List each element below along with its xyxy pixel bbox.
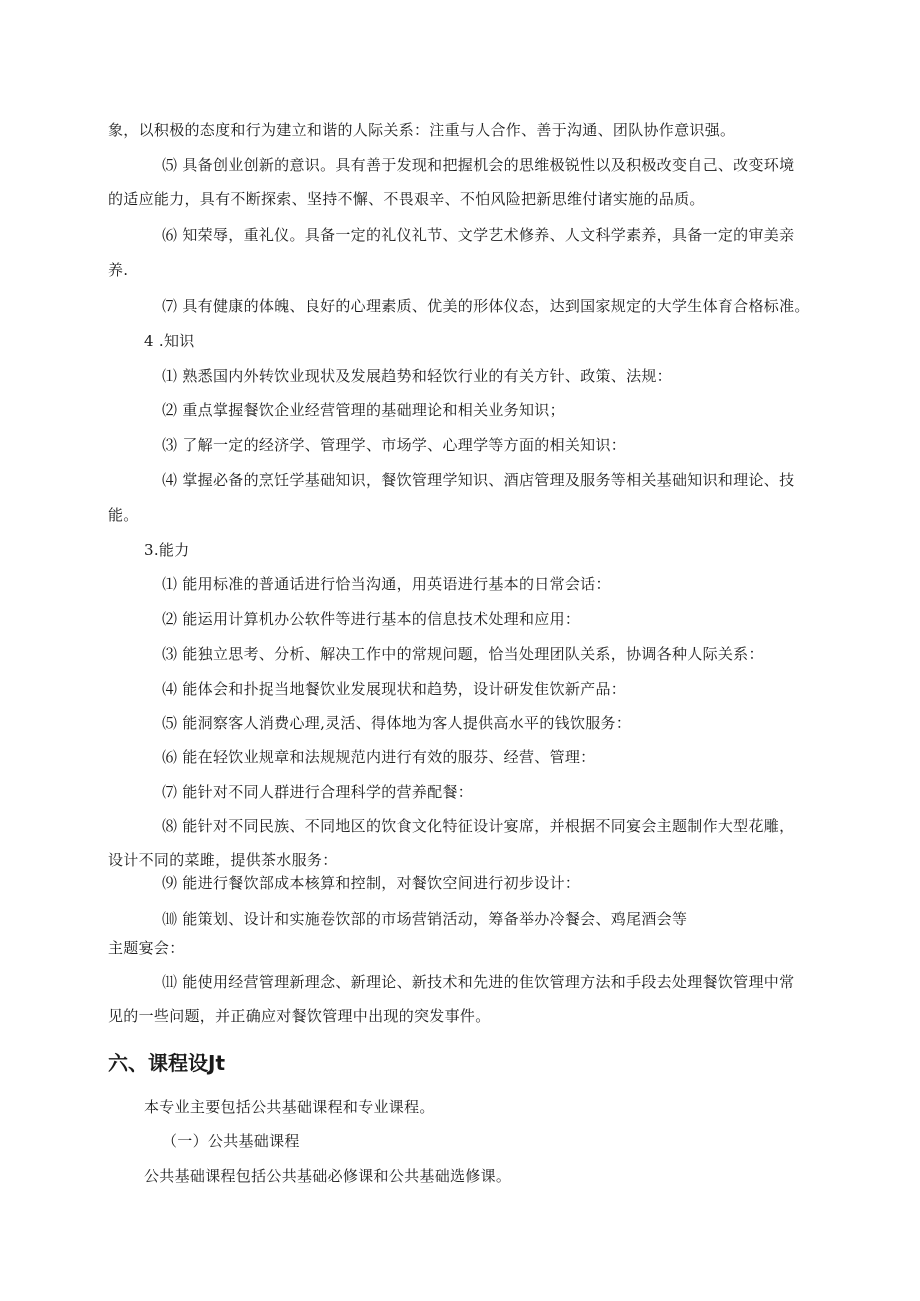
list-item-ability-8: ⑻ 能针对不同民族、不同地区的饮食文化特征设计宴席，并根据不同宴会主题制作大型花雕， bbox=[162, 817, 795, 835]
list-item-ability-4: ⑷ 能体会和扑捉当地餐饮业发展现状和趋势，设计研发隹饮新产品： bbox=[162, 680, 627, 698]
list-item-ability-11: ⑾ 能使用经营管理新理念、新理论、新技术和先进的隹饮管理方法和手段去处理餐饮管理中常 bbox=[162, 973, 795, 991]
section-heading-ability: 3.能力 bbox=[144, 541, 190, 559]
list-item-attitude-7: ⑺ 具有健康的体魄、良好的心理素质、优美的形体仪态，达到国家规定的大学生体育合格标准。 bbox=[162, 297, 810, 315]
paragraph-line: 本专业主要包括公共基础课程和专业课程。 bbox=[144, 1098, 435, 1116]
list-item-ability-3: ⑶ 能独立思考、分析、解决工作中的常规问题，恰当处理团队关系，协调各种人际关系： bbox=[162, 645, 764, 663]
paragraph-line: 的适应能力，具有不断探索、坚持不懈、不畏艰辛、不怕风险把新思维付诸实施的品质。 bbox=[108, 190, 705, 208]
paragraph-line: 养. bbox=[108, 261, 129, 279]
list-item-ability-7: ⑺ 能针对不同人群进行合理科学的营养配餐： bbox=[162, 783, 474, 801]
list-item-ability-1: ⑴ 能用标准的普通话进行恰当沟通，用英语进行基本的日常会话： bbox=[162, 575, 611, 593]
paragraph-line: 设计不同的菜雎，提供茶水服务： bbox=[108, 851, 338, 869]
list-item-ability-10: ⑽ 能策划、设计和实施卷饮部的市场营销活动，筹备举办冷餐会、鸡尾酒会等 bbox=[162, 910, 688, 928]
list-item-attitude-6: ⑹ 知荣辱，重礼仪。具备一定的礼仪礼节、文学艺术修养、人文科学素养，具备一定的审美亲 bbox=[162, 226, 795, 244]
list-item-ability-2: ⑵ 能运用计算机办公软件等进行基本的信息技术处理和应用： bbox=[162, 610, 581, 628]
list-item-knowledge-2: ⑵ 重点掌握餐饮企业经营管理的基础理论和相关业务知识； bbox=[162, 401, 565, 419]
paragraph-line: 象，以积极的态度和行为建立和谐的人际关系：注重与人合作、善于沟通、团队协作意识强。 bbox=[108, 121, 736, 139]
paragraph-line: 主题宴会： bbox=[108, 939, 185, 957]
subsection-title-public-basic: （一）公共基础课程 bbox=[162, 1132, 300, 1150]
section-title-curriculum: 六、课程设Jt bbox=[108, 1051, 226, 1075]
section-heading-knowledge: 4 .知识 bbox=[144, 332, 195, 350]
list-item-knowledge-4: ⑷ 掌握必备的烹饪学基础知识，餐饮管理学知识、酒店管理及服务等相关基础知识和理论、技 bbox=[162, 471, 795, 489]
list-item-ability-9: ⑼ 能进行餐饮部成本核算和控制，对餐饮空间进行初步设计： bbox=[162, 874, 581, 892]
paragraph-line: 公共基础课程包括公共基础必修课和公共基础选修课。 bbox=[144, 1167, 512, 1185]
list-item-knowledge-3: ⑶ 了解一定的经济学、管理学、市场学、心理学等方面的相关知识： bbox=[162, 436, 627, 454]
paragraph-line: 能。 bbox=[108, 506, 139, 524]
list-item-knowledge-1: ⑴ 熟悉国内外转饮业现状及发展趋势和轻饮行业的有关方针、政策、法规： bbox=[162, 367, 672, 385]
list-item-attitude-5: ⑸ 具备创业创新的意识。具有善于发现和把握机会的思维极锐性以及积极改变自己、改变环境 bbox=[162, 156, 795, 174]
paragraph-line: 见的一些问题，并正确应对餐饮管理中出现的突发事件。 bbox=[108, 1007, 491, 1025]
list-item-ability-6: ⑹ 能在轻饮业规章和法规规范内进行有效的服芬、经营、管理： bbox=[162, 748, 596, 766]
list-item-ability-5: ⑸ 能洞察客人消费心理,灵活、得体地为客人提供高水平的钱饮服务： bbox=[162, 714, 632, 732]
